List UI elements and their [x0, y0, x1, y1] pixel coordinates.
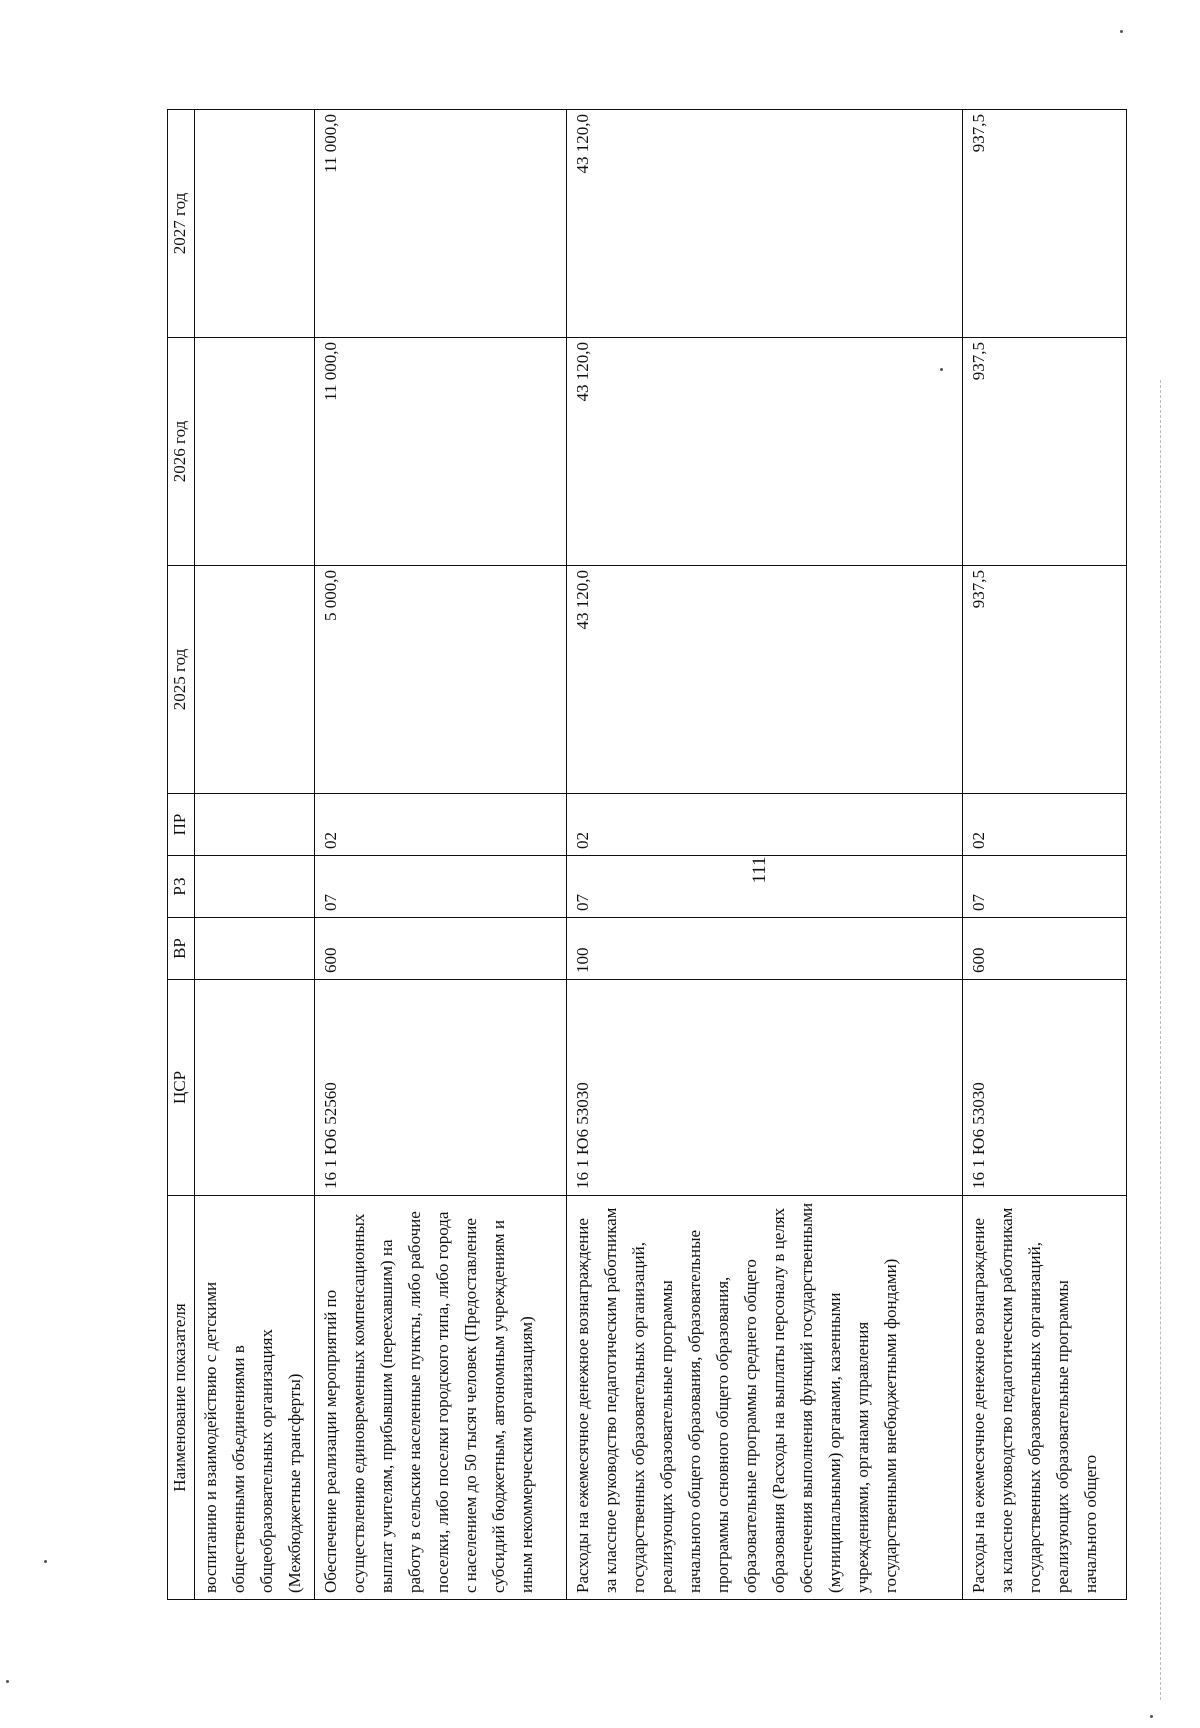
table-row	[315, 110, 567, 1600]
cell-pr: 02	[963, 794, 1127, 856]
cell-vr: 600	[315, 918, 567, 980]
cell-rz: 07	[315, 856, 567, 918]
cell-name: Обеспечение реализации мероприятий по осуществлению единовременных компенсационных выплат учителям, прибывшим (переехавшим) на работу в сельские населенные пункты, либо рабочие поселки, либо поселки городского типа, либо города с населением до 50 тысяч человек (Предоставление субсидий бюджетным, автономным учреждениям и иным некоммерческим организациям)	[315, 1196, 567, 1600]
cell-rz: 07	[963, 856, 1127, 918]
cell-2025	[195, 566, 315, 794]
cell-2027: 43 120,0	[567, 110, 963, 338]
cell-csr: 16 1 Ю6 52560	[315, 980, 567, 1196]
cell-2025: 937,5	[963, 566, 1127, 794]
cell-rz: 07	[567, 856, 963, 918]
header-2027: 2027 год	[168, 110, 195, 338]
cell-name: Расходы на ежемесячное денежное вознаграждение за классное руководство педагогическим работникам государственных образовательных организаций, реализующих образовательные программы начального общего образования, образовательные программы основного общего образования, образовательные программы среднего общего образования (Расходы на выплаты персоналу в целях обеспечения выполнения функций государственными (муниципальными) органами, казенными учреждениями, органами управления государственными внебюджетными фондами)	[567, 1196, 963, 1600]
cell-csr	[195, 980, 315, 1196]
cell-2026: 937,5	[963, 338, 1127, 566]
cell-2025: 43 120,0	[567, 566, 963, 794]
cell-2026: 43 120,0	[567, 338, 963, 566]
header-2026: 2026 год	[168, 338, 195, 566]
budget-table	[167, 109, 1127, 1600]
header-vr: ВР	[168, 918, 195, 980]
cell-csr: 16 1 Ю6 53030	[567, 980, 963, 1196]
cell-pr	[195, 794, 315, 856]
cell-name: воспитанию и взаимодействию с детскими общественными объединениями в общеобразовательных организациях (Межбюджетные трансферты)	[195, 1196, 315, 1600]
header-name: Наименование показателя	[168, 1196, 195, 1600]
scan-speck	[1120, 30, 1123, 33]
table-row	[195, 110, 315, 1600]
scan-speck	[44, 1560, 47, 1563]
page-number: 111	[749, 856, 770, 884]
header-2025: 2025 год	[168, 566, 195, 794]
cell-pr: 02	[315, 794, 567, 856]
header-csr: ЦСР	[168, 980, 195, 1196]
cell-pr: 02	[567, 794, 963, 856]
scan-edge-line	[1160, 380, 1163, 1700]
budget-table-container	[167, 110, 1125, 1600]
cell-vr: 600	[963, 918, 1127, 980]
scan-speck	[1150, 1715, 1153, 1718]
cell-vr	[195, 918, 315, 980]
cell-csr: 16 1 Ю6 53030	[963, 980, 1127, 1196]
scan-speck	[940, 368, 943, 371]
cell-2026	[195, 338, 315, 566]
table-row	[963, 110, 1127, 1600]
cell-2027: 11 000,0	[315, 110, 567, 338]
cell-2027: 937,5	[963, 110, 1127, 338]
cell-name: Расходы на ежемесячное денежное вознаграждение за классное руководство педагогическим работникам государственных образовательных организаций, реализующих образовательные программы начального общего	[963, 1196, 1127, 1600]
scan-speck	[6, 1680, 9, 1683]
cell-vr: 100	[567, 918, 963, 980]
header-rz: РЗ	[168, 856, 195, 918]
cell-2026: 11 000,0	[315, 338, 567, 566]
table-header-row	[168, 110, 195, 1600]
table-row	[567, 110, 963, 1600]
cell-rz	[195, 856, 315, 918]
cell-2027	[195, 110, 315, 338]
header-pr: ПР	[168, 794, 195, 856]
cell-2025: 5 000,0	[315, 566, 567, 794]
